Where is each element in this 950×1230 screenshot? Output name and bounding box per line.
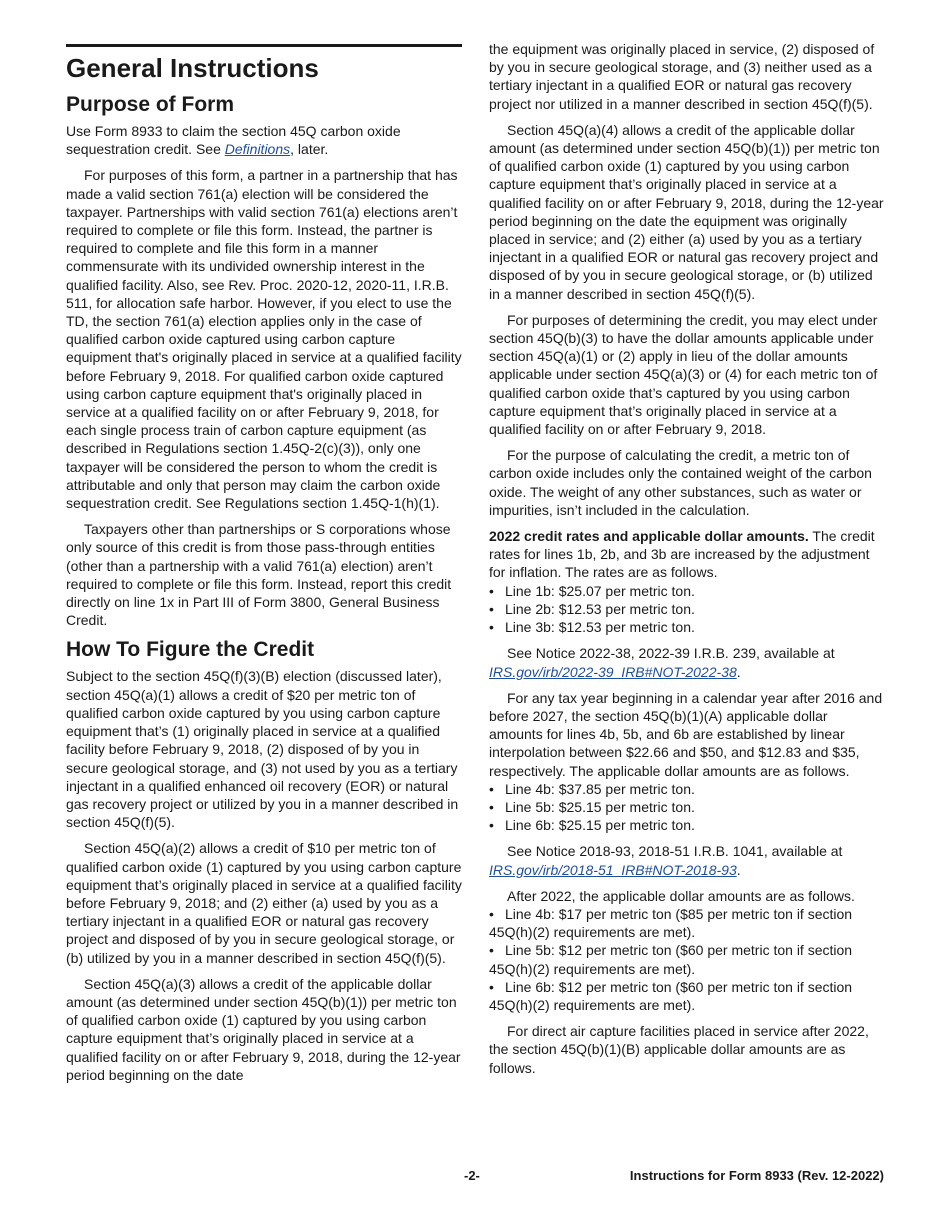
- list-item: • Line 6b: $12 per metric ton ($60 per metric ton if section 45Q(h)(2) requirements are met).: [489, 978, 853, 1013]
- form-title: Instructions for Form 8933 (Rev. 12-2022): [629, 1168, 884, 1183]
- bullet-icon: •: [489, 905, 494, 922]
- page-number: -2-: [464, 1168, 480, 1183]
- left-column: [66, 40, 462, 1084]
- metric-ton-paragraph: For the purpose of calculating the credit, a metric ton of carbon oxide includes only the contained weight of the carbon oxide. The weight of any other substances, such as water or impurities, isn’t included in the calculation.: [489, 447, 872, 518]
- credit-rates-lead: 2022 credit rates and applicable dollar amounts.: [489, 528, 809, 545]
- purpose-of-form-heading: Purpose of Form: [66, 93, 235, 116]
- notice-2022-38-link[interactable]: IRS.gov/irb/2022-39_IRB#NOT-2022-38: [489, 663, 737, 680]
- heading-rule: [66, 44, 462, 47]
- list-item: • Line 1b: $25.07 per metric ton.: [489, 582, 695, 599]
- bullet-icon: •: [489, 817, 494, 834]
- list-item: • Line 4b: $17 per metric ton ($85 per metric ton if section 45Q(h)(2) requirements are met).: [489, 905, 853, 941]
- list-item: • Line 5b: $25.15 per metric ton.: [489, 798, 695, 815]
- general-instructions-heading: General Instructions: [66, 53, 319, 83]
- election-paragraph: For purposes of determining the credit, you may elect under section 45Q(b)(3) to have the dollar amounts applicable under section 45Q(a)(1) or (2) apply in lieu of the dollar amounts applicable under section 45Q(a)(3) or (4) for each metric ton of qualified carbon oxide that’s captured by you using carbon capture equipment that’s originally placed in service at a qualified facility on or after February 9, 2018.: [489, 311, 878, 438]
- credit-rates-paragraph: [489, 527, 885, 582]
- bullet-icon: •: [489, 619, 494, 636]
- notice-2018-93-link[interactable]: IRS.gov/irb/2018-51_IRB#NOT-2018-93: [489, 861, 737, 878]
- interpolation-paragraph: For any tax year beginning in a calendar year after 2016 and before 2027, the section 45Q(b)(1)(A) applicable dollar amounts for lines 4b, 5b, and 6b are established by linear interpolation between $22.66 and $50, and $12.83 and $35, respectively. The applicable dollar amounts are as follows.: [489, 689, 883, 779]
- credit-rates-text: The credit rates for lines 1b, 2b, and 3b are increased by the adjustment for inflation. The rates are as follows.: [489, 528, 875, 581]
- how-to-figure-heading: How To Figure the Credit: [66, 638, 315, 662]
- section-45q-a1-paragraph: Subject to the section 45Q(f)(3)(B) election (discussed later), section 45Q(a)(1) allows a credit of $20 per metric ton of qualified carbon oxide captured by you using carbon capture equipment that’s (1) originally placed in service at a qualified facility before February 9, 2018, (2) disposed of by you in secure geological storage, and (3) not used by you as a tertiary injectant in a qualified enhanced oil recovery (EOR) or natural gas recovery project or utilized by you in a manner described in section 45Q(f)(5).: [66, 668, 459, 831]
- section-45q-a3-continued: the equipment was originally placed in service, (2) disposed of by you in secure geological storage, and (3) neither used as a tertiary injectant in a qualified EOR or natural gas recovery project nor utilized in a manner described in section 45Q(f)(5).: [489, 41, 875, 112]
- after-2022-paragraph: After 2022, the applicable dollar amounts are as follows.: [507, 887, 855, 904]
- direct-air-capture-paragraph: For direct air capture facilities placed in service after 2022, the section 45Q(b)(1)(B) applicable dollar amounts are as follows.: [489, 1023, 869, 1076]
- after-2022-list: [489, 905, 885, 1014]
- bullet-icon: •: [489, 798, 494, 815]
- bullet-icon: •: [489, 978, 494, 995]
- purpose-text-after: , later.: [290, 141, 329, 158]
- list-item: • Line 5b: $12 per metric ton ($60 per metric ton if section 45Q(h)(2) requirements are met).: [489, 942, 853, 977]
- partnership-paragraph: For purposes of this form, a partner in a partnership that has made a valid section 761(a) election will be considered the taxpayer. Partnerships with valid section 761(a) elections aren’t required to complete or file this form. Instead, the partner is required to complete and file this form in a manner commensurate with its undivided ownership interest in the qualified facility. Also, see Rev. Proc. 2020-12, 2020-11, I.R.B. 511, for allocation safe harbor. However, if you elect to use the TD, the section 761(a) election applies only in the case of qualified carbon oxide captured using carbon capture equipment that's originally placed in service at a qualified facility before February 9, 2018. For qualified carbon oxide captured using carbon capture equipment that's originally placed in service at a qualified facility on or after February 9, 2018, for each single process train of carbon capture equipment (as described in Regulations section 1.45Q-2(c)(3)), only one taxpayer will be considered the person to whom the credit is attributable and only that person may claim the carbon oxide sequestration credit. See Regulations section 1.45Q-1(h)(1).: [66, 167, 462, 512]
- bullet-icon: •: [489, 942, 494, 959]
- notice-2018-93-paragraph: See Notice 2018-93, 2018-51 I.R.B. 1041, available at IRS.gov/irb/2018-51_IRB#NOT-2018-93.: [489, 843, 843, 878]
- bullet-icon: •: [489, 582, 494, 599]
- list-item: • Line 4b: $37.85 per metric ton.: [489, 780, 695, 797]
- list-item: • Line 6b: $25.15 per metric ton.: [489, 817, 695, 834]
- definitions-link[interactable]: Definitions: [224, 141, 291, 158]
- list-item: • Line 3b: $12.53 per metric ton.: [489, 619, 695, 636]
- applicable-amounts-list: [489, 780, 885, 835]
- list-item: • Line 2b: $12.53 per metric ton.: [489, 600, 695, 617]
- purpose-text-before: Use Form 8933 to claim the section 45Q carbon oxide sequestration credit. See: [66, 123, 401, 158]
- bullet-icon: •: [489, 780, 494, 797]
- section-45q-a2-paragraph: Section 45Q(a)(2) allows a credit of $10 per metric ton of qualified carbon oxide (1) captured by you using carbon capture equipment that’s originally placed in service at a qualified facility before February 9, 2018; and (2) either (a) used by you as a tertiary injectant in a qualified EOR or natural gas recovery project and disposed of by you in secure geological storage, or (b) utilized by you in a manner described in section 45Q(f)(5).: [66, 840, 462, 966]
- right-column: [489, 40, 885, 1077]
- bullet-icon: •: [489, 600, 494, 617]
- credit-rates-list: [489, 582, 885, 637]
- section-45q-a4-paragraph: Section 45Q(a)(4) allows a credit of the applicable dollar amount (as determined under section 45Q(b)(1)) per metric ton of qualified carbon oxide (1) captured by you using carbon capture equipment that’s originally placed in service at a qualified facility on or after February 9, 2018, during the 12-year period beginning on the date the equipment was originally placed in service; and (2) either (a) used by you as a tertiary injectant in a qualified EOR or natural gas recovery project and disposed of by you in secure geological storage, or (b) utilized in a manner described in section 45Q(f)(5).: [489, 121, 884, 302]
- notice-2022-38-paragraph: See Notice 2022-38, 2022-39 I.R.B. 239, available at IRS.gov/irb/2022-39_IRB#NOT-2022-38.: [489, 645, 835, 680]
- pass-through-paragraph: Taxpayers other than partnerships or S corporations whose only source of this credit is from those pass-through entities (other than a partnership with a valid 761(a) election) aren’t required to complete or file this form. Instead, report this credit directly on line 1x in Part III of Form 3800, General Business Credit.: [66, 521, 452, 629]
- purpose-paragraph: [66, 122, 462, 158]
- section-45q-a3-paragraph: Section 45Q(a)(3) allows a credit of the applicable dollar amount (as determined under section 45Q(b)(1)) per metric ton of qualified carbon oxide (1) captured by you using carbon capture equipment that’s originally placed in service at a qualified facility on or after February 9, 2018, during the 12-year period beginning on the date: [66, 975, 461, 1083]
